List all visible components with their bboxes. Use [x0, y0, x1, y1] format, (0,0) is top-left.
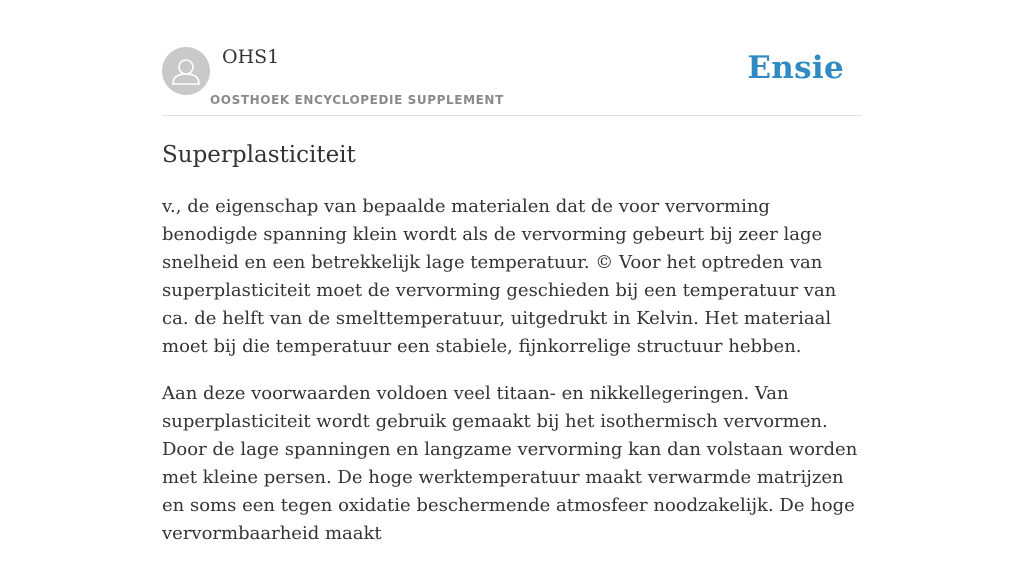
site-logo[interactable]: Ensie — [747, 50, 844, 86]
header — [162, 0, 862, 116]
page — [162, 0, 862, 567]
author-name[interactable]: OHS1 — [222, 46, 280, 68]
article-body — [162, 193, 862, 548]
paragraph: Aan deze voorwaarden voldoen veel titaan- en nikkellegeringen. Van superplasticiteit wordt gebruik gemaakt bij het isothermisch vervormen. Door de lage spanningen en langzame vervorming kan dan volstaan worden met kleine persen. De hoge werktemperatuur maakt verwarmde matrijzen en soms een tegen oxidatie beschermende atmosfeer noodzakelijk. De hoge vervormbaarheid maakt — [162, 383, 858, 544]
avatar[interactable] — [162, 47, 210, 95]
source-label: OOSTHOEK ENCYCLOPEDIE SUPPLEMENT — [210, 93, 504, 107]
article-title: Superplasticiteit — [162, 142, 356, 168]
user-icon — [162, 47, 210, 95]
paragraph: v., de eigenschap van bepaalde materialen dat de voor vervorming benodigde spanning klein wordt als de vervorming gebeurt bij zeer lage snelheid en een betrekkelijk lage temperatuur. © Voor het optreden van superplasticiteit moet de vervorming geschieden bij een temperatuur van ca. de helft van de smelttemperatuur, uitgedrukt in Kelvin. Het materiaal moet bij die temperatuur een stabiele, fijnkorrelige structuur hebben. — [162, 196, 837, 357]
